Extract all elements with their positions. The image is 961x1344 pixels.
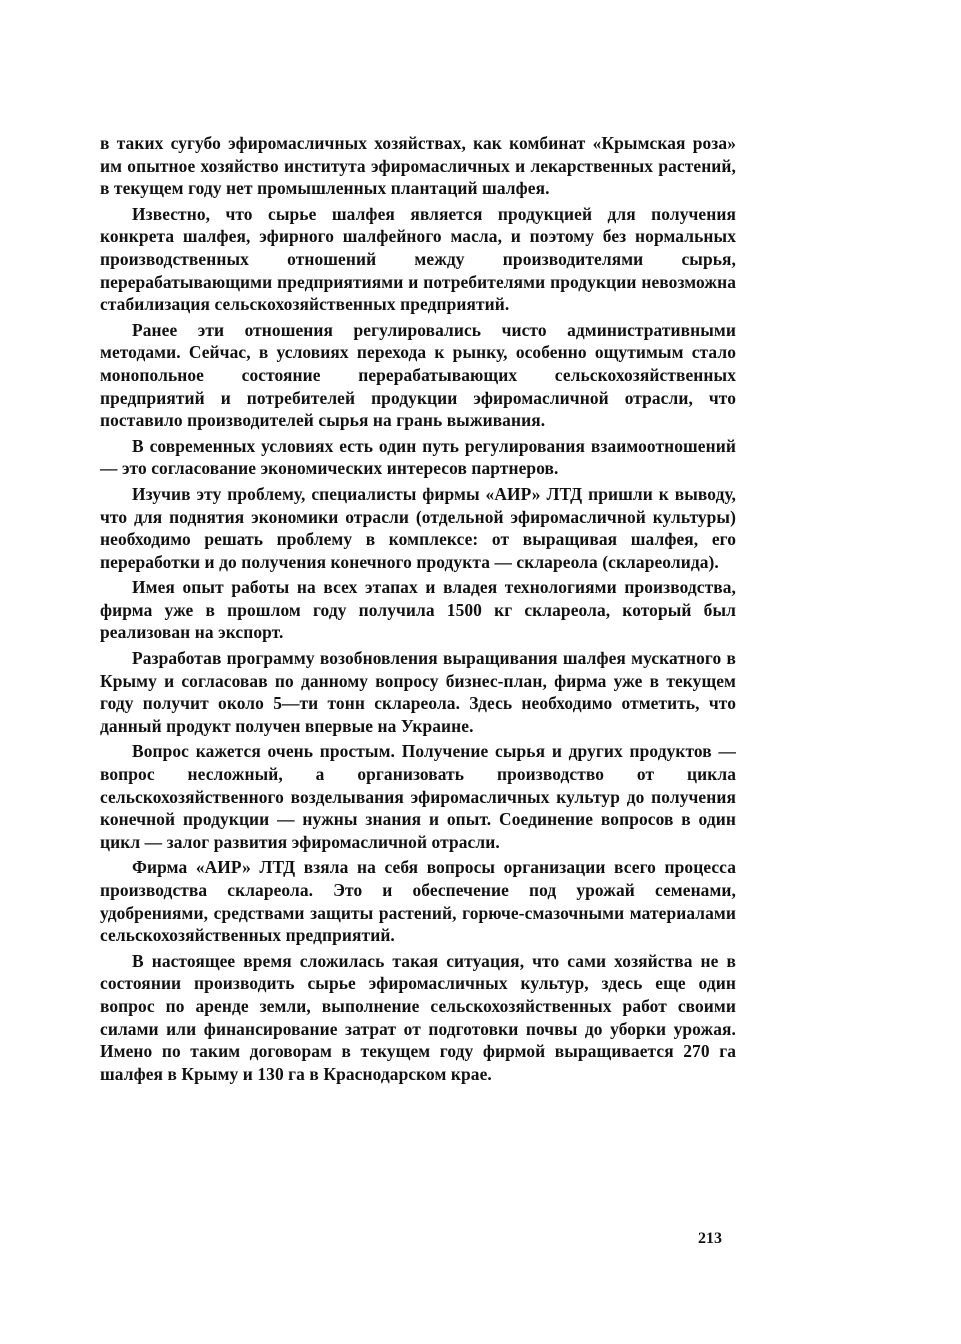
paragraph-4: В современных условиях есть один путь регулирования взаимоотношений — это согласование экономических интересов партнеров. xyxy=(100,435,736,479)
paragraph-6: Имея опыт работы на всех этапах и владея технологиями производства, фирма уже в прошлом году получила 1500 кг склареола, который был реализован на экспорт. xyxy=(100,577,736,643)
paragraph-3: Ранее эти отношения регулировались чисто административными методами. Сейчас, в условиях перехода к рынку, особенно ощутимым стало монопольное состояние перерабатывающих сельскохозяйственных предприятий и потребителей продукции эфиромасличной отрасли, что поставило производителей сырья на грань выживания. xyxy=(100,319,736,431)
paragraph-7: Разработав программу возобновления выращивания шалфея мускатного в Крыму и согласовав по данному вопросу бизнес-план, фирма уже в текущем году получит около 5—ти тонн склареола. Здесь необходимо отметить, что данный продукт получен впервые на Украине. xyxy=(100,648,736,736)
body-text xyxy=(100,132,736,1088)
paragraph-10: В настоящее время сложилась такая ситуация, что сами хозяйства не в состоянии производить сырье эфиромасличных культур, здесь еще один вопрос по аренде земли, выполнение сельскохозяйственных работ своими силами или финансирование затрат от подготовки почвы до уборки урожая. Имено по таким договорам в текущем году фирмой выращивается 270 га шалфея в Крыму и 130 га в Краснодарском крае. xyxy=(100,950,736,1084)
paragraph-2: Известно, что сырье шалфея является продукцией для получения конкрета шалфея, эфирного шалфейного масла, и поэтому без нормальных производственных отношений между производителями сырья, перерабатывающими предприятиями и потребителями продукции невозможна стабилизация сельскохозяйственных предприятий. xyxy=(100,203,736,315)
paragraph-9: Фирма «АИР» ЛТД взяла на себя вопросы организации всего процесса производства склареола. Это и обеспечение под урожай семенами, удобрениями, средствами защиты растений, горюче-смазочными материалами сельскохозяйственных предприятий. xyxy=(100,857,736,946)
paragraph-1: в таких сугубо эфиромасличных хозяйствах, как комбинат «Крымская роза» им опытное хозяйство института эфиромасличных и лекарственных растений, в текущем году нет промышленных плантаций шалфея. xyxy=(100,133,736,199)
page-number: 213 xyxy=(698,1230,722,1247)
paragraph-8: Вопрос кажется очень простым. Получение сырья и других продуктов — вопрос несложный, а организовать производство от цикла сельскохозяйственного возделывания эфиромасличных культур до получения конечной продукции — нужны знания и опыт. Соединение вопросов в один цикл — залог развития эфиромасличной отрасли. xyxy=(100,741,736,852)
paragraph-5: Изучив эту проблему, специалисты фирмы «АИР» ЛТД пришли к выводу, что для поднятия экономики отрасли (отдельной эфиромасличной культуры) необходимо решать проблему в комплексе: от выращивая шалфея, его переработки и до получения конечного продукта — склареола (склареолида). xyxy=(100,483,736,572)
